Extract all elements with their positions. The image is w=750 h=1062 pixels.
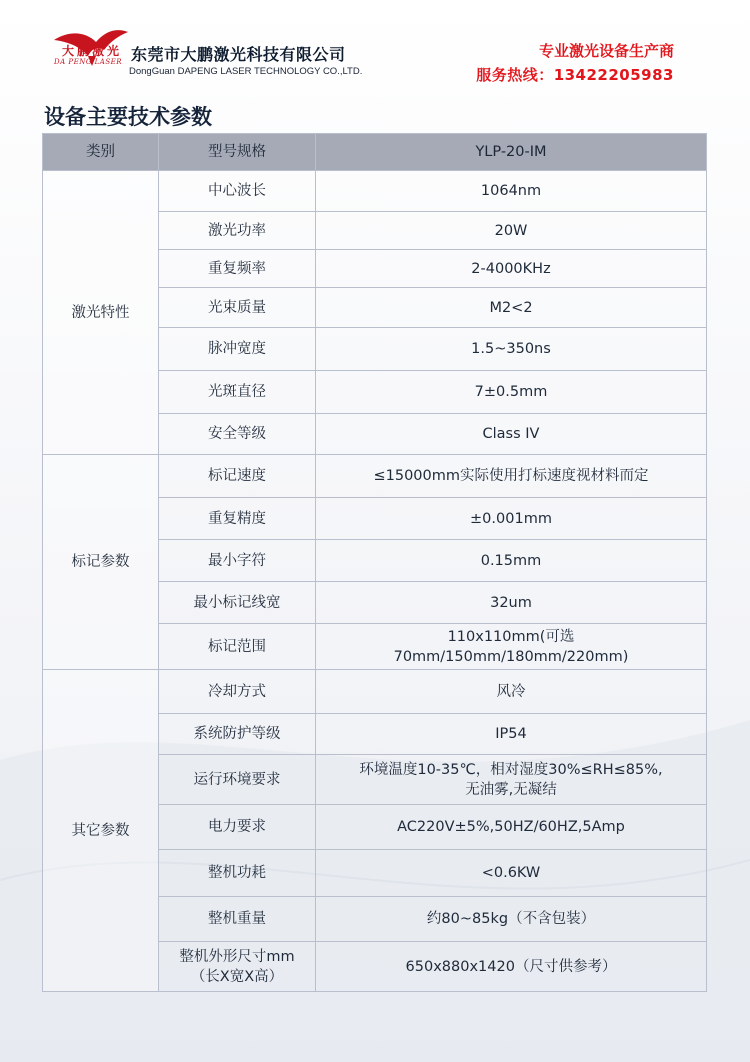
param-name: 标记速度 (159, 455, 316, 498)
param-name: 整机功耗 (159, 850, 316, 897)
header-category: 类别 (43, 134, 159, 171)
table-row (43, 670, 707, 714)
category-cell: 其它参数 (43, 670, 159, 992)
param-name: 脉冲宽度 (159, 328, 316, 371)
header-model-value: YLP-20-IM (316, 134, 707, 171)
table-row (43, 171, 707, 212)
param-name: 最小字符 (159, 540, 316, 582)
spec-table (42, 133, 707, 992)
param-value: 约80~85kg（不含包装） (316, 897, 707, 942)
param-name: 安全等级 (159, 414, 316, 455)
category-cell: 标记参数 (43, 455, 159, 670)
param-value: 1.5~350ns (316, 328, 707, 371)
logo-text-en: DA PENG LASER (54, 58, 123, 66)
param-name-line2: （长X宽X高） (190, 968, 284, 985)
param-name: 最小标记线宽 (159, 582, 316, 624)
param-name: 运行环境要求 (159, 755, 316, 805)
param-name: 重复频率 (159, 250, 316, 288)
service-hotline: 服务热线：13422205983 (476, 66, 674, 84)
param-name: 光斑直径 (159, 371, 316, 414)
param-value: 32um (316, 582, 707, 624)
logo-text-cn: 大鹏激光 (62, 44, 123, 58)
param-name (159, 942, 316, 992)
param-name-line1: 整机外形尺寸mm (179, 948, 295, 965)
param-value: <0.6KW (316, 850, 707, 897)
table-row (43, 455, 707, 498)
company-name-en: DongGuan DAPENG LASER TECHNOLOGY CO.,LTD. (129, 66, 363, 77)
param-value (316, 624, 707, 670)
param-value-line2: 70mm/150mm/180mm/220mm) (393, 648, 629, 665)
param-value: M2<2 (316, 288, 707, 328)
param-name: 冷却方式 (159, 670, 316, 714)
param-value (316, 755, 707, 805)
param-value: AC220V±5%,50HZ/60HZ,5Amp (316, 805, 707, 850)
param-value: ±0.001mm (316, 498, 707, 540)
param-value: 7±0.5mm (316, 371, 707, 414)
param-name: 电力要求 (159, 805, 316, 850)
page-header (0, 0, 750, 100)
param-name: 光束质量 (159, 288, 316, 328)
param-name: 激光功率 (159, 212, 316, 250)
param-value-line1: 110x110mm(可选 (447, 628, 575, 645)
param-value: 20W (316, 212, 707, 250)
param-value: 0.15mm (316, 540, 707, 582)
param-name: 重复精度 (159, 498, 316, 540)
param-value-line1: 环境温度10-35℃，相对湿度30%≤RH≤85%, (359, 761, 663, 778)
param-value-line2: 无油雾,无凝结 (465, 781, 557, 798)
slogan: 专业激光设备生产商 (538, 42, 674, 60)
param-name: 系统防护等级 (159, 714, 316, 755)
param-value: 风冷 (316, 670, 707, 714)
param-name: 标记范围 (159, 624, 316, 670)
company-logo (52, 26, 130, 84)
param-value: 2-4000KHz (316, 250, 707, 288)
param-name: 整机重量 (159, 897, 316, 942)
param-name: 中心波长 (159, 171, 316, 212)
param-value: ≤15000mm实际使用打标速度视材料而定 (316, 455, 707, 498)
param-value: 1064nm (316, 171, 707, 212)
param-value: Class IV (316, 414, 707, 455)
company-name-cn: 东莞市大鹏激光科技有限公司 (131, 45, 346, 64)
param-value: 650x880x1420（尺寸供参考） (316, 942, 707, 992)
header-model: 型号规格 (159, 134, 316, 171)
param-value: IP54 (316, 714, 707, 755)
section-title: 设备主要技术参数 (44, 105, 212, 129)
category-cell: 激光特性 (43, 171, 159, 455)
table-header-row (43, 134, 707, 171)
